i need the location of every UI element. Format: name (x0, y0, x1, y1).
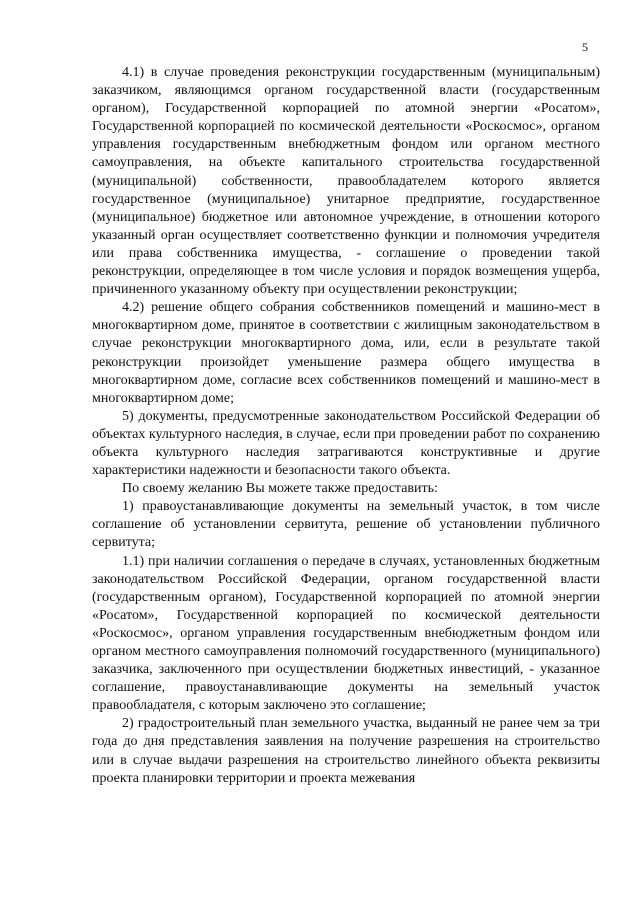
page-number: 5 (582, 40, 588, 54)
paragraph-4-2: 4.2) решение общего собрания собственников помещений и машино-мест в многоквартирном доме, принятое в соответствии с жилищным законодательством в случае реконструкции многоквартирного дома, или, если в результате такой реконструкции произойдет уменьшение размера общего имущества в многоквартирном доме, согласие всех собственников помещений и машино-мест в многоквартирном доме; (92, 300, 600, 406)
paragraph-optional-1: 1) правоустанавливающие документы на земельный участок, в том числе соглашение об установлении сервитута, решение об установлении публичного сервитута; (92, 499, 600, 551)
paragraph-optional-2: 2) градостроительный план земельного участка, выданный не ранее чем за три года до дня представления заявления на получение разрешения на строительство или в случае выдачи разрешения на строительство линейного объекта реквизиты проекта планировки территории и проекта межевания (92, 716, 600, 786)
paragraph-5: 5) документы, предусмотренные законодательством Российской Федерации об объектах культурного наследия, в случае, если при проведении работ по сохранению объекта культурного наследия затрагиваются конструктивные и другие характеристики надежности и безопасности такого объекта. (92, 408, 600, 479)
document-body (92, 64, 600, 788)
paragraph-optional-intro: По своему желанию Вы можете также предоставить: (122, 481, 438, 497)
paragraph-optional-1-1: 1.1) при наличии соглашения о передаче в случаях, установленных бюджетным законодательством Российской Федерации, органом государственной власти (государственным органом), Государственной корпорацией по атомной энергии «Росатом», Государственной корпорацией по космической деятельности «Роскосмос», органом управления государственным внебюджетным фондом или органом местного самоуправления полномочий государственного (муниципального) заказчика, заключенного при осуществлении бюджетных инвестиций, - указанное соглашение, правоустанавливающие документы на земельный участок правообладателя, с которым заключено это соглашение; (92, 553, 600, 714)
paragraph-4-1: 4.1) в случае проведения реконструкции государственным (муниципальным) заказчиком, являющимся органом государственной власти (государственным органом), Государственной корпорацией по атомной энергии «Росатом», Государственной корпорацией по космической деятельности «Роскосмос», органом управления государственным внебюджетным фондом или органом местного самоуправления, на объекте капитального строительства государственной (муниципальной) собственности, правообладателем которого является государственное (муниципальное) унитарное предприятие, государственное (муниципальное) бюджетное или автономное учреждение, в отношении которого указанный орган осуществляет соответственно функции и полномочия учредителя или права собственника имущества, - соглашение о проведении такой реконструкции, определяющее в том числе условия и порядок возмещения ущерба, причиненного указанному объекту при осуществлении реконструкции; (92, 65, 600, 298)
